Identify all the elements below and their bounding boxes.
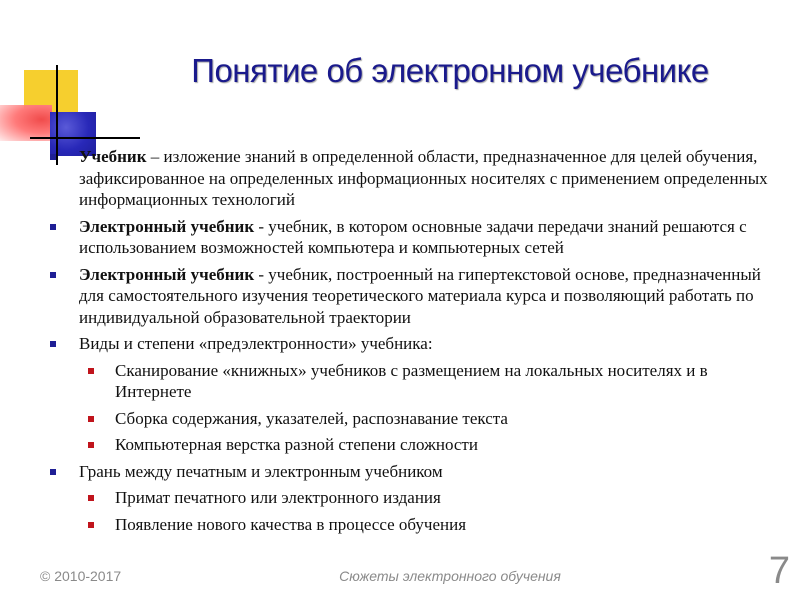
list-item: [44, 461, 774, 483]
sub-list-item: [44, 434, 774, 456]
sub-item-text: Примат печатного или электронного издания: [115, 488, 441, 507]
list-item: [44, 146, 774, 211]
sub-item-text: Сканирование «книжных» учебников с размещением на локальных носителях и в Интернете: [115, 360, 708, 401]
red-square-bullet-icon: [88, 368, 94, 374]
decorative-red-square: [0, 105, 52, 141]
copyright: © 2010-2017: [40, 568, 122, 584]
definition: - учебник, в котором основные задачи передачи знаний решаются с использованием возможностей компьютера и компьютерных сетей: [79, 216, 747, 257]
sub-list-item: [44, 514, 774, 536]
sub-list-item: [44, 408, 774, 430]
term: Учебник: [79, 147, 147, 166]
red-square-bullet-icon: [88, 495, 94, 501]
footer-course-title: Сюжеты электронного обучения: [339, 568, 561, 584]
list-item: [44, 216, 774, 259]
definition: - учебник, построенный на гипертекстовой основе, предназначенный для самостоятельного изучения теоретического материала курса и позволяющий работать по индивидуальной образовательной траектории: [79, 264, 761, 327]
red-square-bullet-icon: [88, 522, 94, 528]
sub-item-text: Появление нового качества в процессе обучения: [115, 514, 467, 534]
term: Электронный учебник: [79, 216, 255, 236]
list-item: [44, 264, 774, 329]
list-item: [44, 333, 774, 355]
square-bullet-icon: [50, 341, 56, 347]
red-square-bullet-icon: [88, 416, 94, 422]
sub-item-text: Компьютерная верстка разной степени сложности: [115, 435, 478, 454]
square-bullet-icon: [50, 154, 56, 160]
term: Электронный учебник: [79, 264, 255, 284]
bullet-list: [44, 146, 774, 540]
item-text: Грань между печатным и электронным учебником: [79, 461, 443, 481]
square-bullet-icon: [50, 469, 56, 475]
decorative-horizontal-line: [30, 137, 140, 139]
item-text: Виды и степени «предэлектронности» учебника:: [79, 334, 433, 353]
red-square-bullet-icon: [88, 442, 94, 448]
sub-list-item: [44, 487, 774, 509]
definition: – изложение знаний в определенной области, предназначенное для целей обучения, зафиксированное на определенных информационных носителях с применением определенных информационных технологий: [79, 147, 768, 209]
sub-item-text: Сборка содержания, указателей, распознавание текста: [115, 408, 508, 428]
square-bullet-icon: [50, 272, 56, 278]
page-number: 7: [768, 550, 790, 592]
sub-list-item: [44, 360, 774, 403]
slide-title: Понятие об электронном учебнике: [191, 52, 709, 89]
square-bullet-icon: [50, 224, 56, 230]
